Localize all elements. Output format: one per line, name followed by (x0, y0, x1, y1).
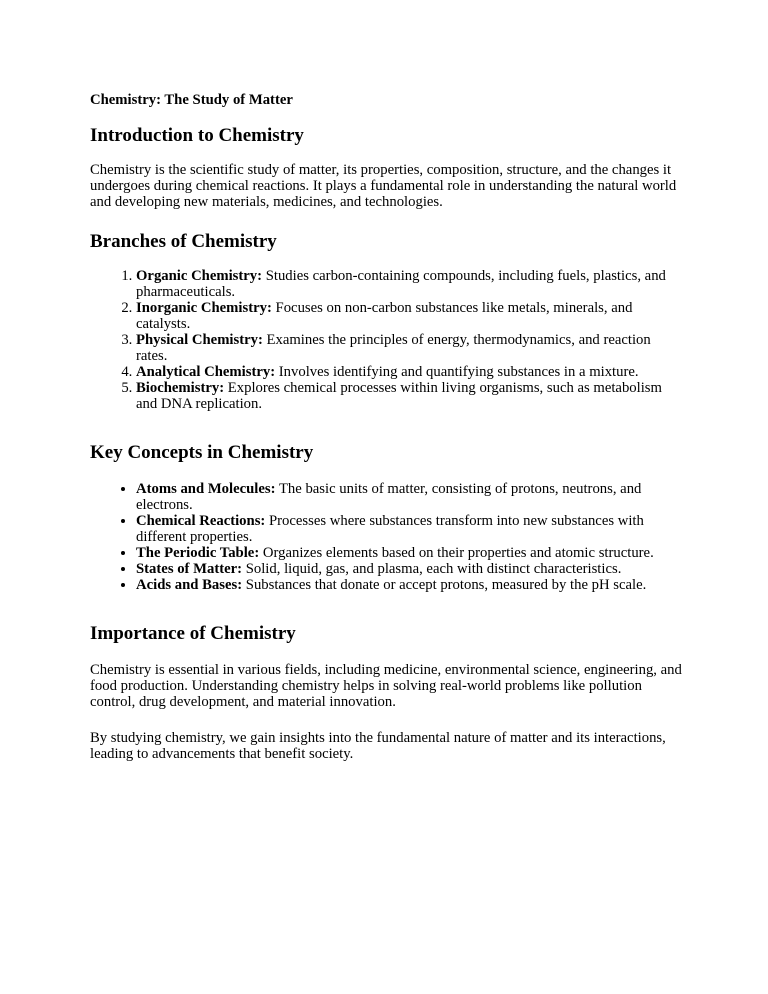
item-term: Atoms and Molecules: (136, 481, 276, 497)
heading-introduction: Introduction to Chemistry (90, 125, 304, 146)
item-desc: Solid, liquid, gas, and plasma, each with distinct characteristics. (242, 561, 622, 577)
list-item (136, 300, 682, 332)
item-term: Inorganic Chemistry: (136, 300, 272, 316)
item-term: Chemical Reactions: (136, 513, 266, 529)
item-term: Analytical Chemistry: (136, 364, 276, 380)
list-item (136, 332, 682, 364)
list-item (136, 577, 682, 593)
item-desc: Explores chemical processes within living organisms, such as metabolism and DNA replication. (136, 380, 662, 412)
item-desc: Focuses on non-carbon substances like metals, minerals, and catalysts. (136, 300, 633, 332)
item-desc: Substances that donate or accept protons, measured by the pH scale. (242, 577, 647, 593)
list-item (136, 364, 682, 380)
closing-paragraph: By studying chemistry, we gain insights into the fundamental nature of matter and its interactions, leading to advancements that benefit society. (90, 730, 666, 762)
heading-branches: Branches of Chemistry (90, 231, 277, 252)
document-title: Chemistry: The Study of Matter (90, 92, 293, 108)
branches-list (90, 268, 682, 412)
item-term: The Periodic Table: (136, 545, 260, 561)
item-desc: Organizes elements based on their properties and atomic structure. (259, 545, 654, 561)
list-item (136, 481, 682, 513)
item-term: Acids and Bases: (136, 577, 243, 593)
item-desc: Processes where substances transform into new substances with different properties. (136, 513, 644, 545)
importance-paragraph: Chemistry is essential in various fields, including medicine, environmental science, engineering, and food production. Understanding chemistry helps in solving real-world problems like pollution control, drug development, and material innovation. (90, 662, 682, 710)
item-term: Biochemistry: (136, 380, 225, 396)
item-desc: Studies carbon-containing compounds, including fuels, plastics, and pharmaceuticals. (136, 268, 666, 300)
intro-paragraph: Chemistry is the scientific study of matter, its properties, composition, structure, and the changes it undergoes during chemical reactions. It plays a fundamental role in understanding the natural world and developing new materials, medicines, and technologies. (90, 162, 677, 210)
item-desc: Examines the principles of energy, thermodynamics, and reaction rates. (136, 332, 651, 364)
heading-key-concepts: Key Concepts in Chemistry (90, 442, 314, 463)
list-item (136, 380, 682, 412)
list-item (136, 513, 682, 545)
heading-importance: Importance of Chemistry (90, 623, 296, 644)
list-item (136, 268, 682, 300)
list-item (136, 545, 682, 561)
item-term: Physical Chemistry: (136, 332, 263, 348)
concepts-list (90, 481, 682, 593)
item-desc: Involves identifying and quantifying substances in a mixture. (275, 364, 639, 380)
item-desc: The basic units of matter, consisting of protons, neutrons, and electrons. (136, 481, 642, 513)
item-term: States of Matter: (136, 561, 243, 577)
list-item (136, 561, 682, 577)
item-term: Organic Chemistry: (136, 268, 263, 284)
